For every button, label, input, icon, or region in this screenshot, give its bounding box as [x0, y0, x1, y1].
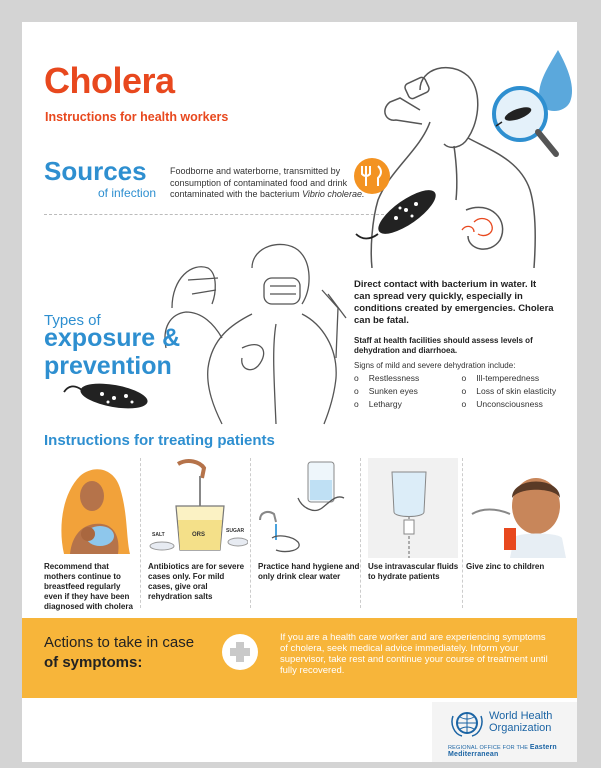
sources-subtitle: of infection [98, 186, 157, 200]
sources-description [170, 166, 366, 201]
who-name-line1: World Health [489, 710, 553, 722]
exposure-contact-text: Direct contact with bacterium in water. It can spread very quickly, especially in conditions created by emergencies. Cholera can be fatal. [354, 279, 554, 326]
step-caption: Give zinc to children [466, 562, 545, 571]
mother-breastfeeding-icon [44, 458, 134, 558]
plus-icon [222, 634, 258, 670]
sign-item: o Lethargy [354, 399, 462, 409]
hand-hygiene-icon [258, 458, 358, 558]
step-caption: Antibiotics are for severe cases only. For mild cases, give oral rehydration salts [148, 562, 245, 601]
who-name-line2: Organization [489, 722, 552, 734]
exposure-title [44, 324, 180, 380]
step-caption: Practice hand hygiene and only drink clear water [258, 562, 360, 581]
food-bacterium-illustration [352, 154, 462, 250]
bacterium-illustration [62, 374, 152, 422]
sign-item: o Unconsciousness [462, 399, 570, 409]
salt-label: SALT [152, 532, 165, 538]
ors-label: ORS [192, 532, 206, 538]
oral-rehydration-icon [148, 458, 248, 558]
sign-item: o Loss of skin elasticity [462, 386, 570, 396]
step-caption: Recommend that mothers continue to breastfeed regularly even if they have been diagnosed with cholera [44, 562, 133, 611]
actions-title-line1: Actions to take in case [44, 634, 195, 651]
sources-title: Sources [44, 156, 147, 186]
treatment-step-zinc [466, 458, 574, 608]
treatment-title: Instructions for treating patients [44, 432, 275, 449]
actions-text: If you are a health care worker and are experiencing symptoms of cholera, seek medical advice immediately. Inform your supervisor, take rest and continue your course of treatment until fully recovered. [280, 632, 548, 676]
infographic-sheet [22, 22, 577, 762]
sign-item: o Ill-temperedness [462, 373, 570, 383]
who-emblem-icon [450, 708, 484, 738]
sugar-label: SUGAR [226, 528, 245, 534]
sign-item: o Sunken eyes [354, 386, 462, 396]
exposure-label: Types of [44, 312, 101, 329]
health-workers-illustration [152, 228, 352, 428]
who-region-prefix: REGIONAL OFFICE FOR THE [448, 745, 529, 751]
dehydration-signs-list [354, 373, 569, 409]
exposure-title-line1: exposure & [44, 324, 181, 352]
exposure-title-line2: prevention [44, 352, 172, 380]
sources-text: Foodborne and waterborne, transmitted by consumption of contaminated food and drink contaminated with the bacterium [170, 166, 348, 199]
page-subtitle: Instructions for health workers [45, 110, 229, 124]
who-name [489, 710, 552, 734]
iv-drip-icon [368, 458, 458, 558]
child-zinc-icon [466, 458, 574, 558]
exposure-staff-text: Staff at health facilities should assess levels of dehydration and diarrhoea. [354, 336, 533, 355]
actions-title-line2: of symptoms: [44, 654, 143, 671]
dehydration-signs-label: Signs of mild and severe dehydration include: [354, 361, 516, 370]
who-region-name: Eastern Mediterranean [448, 744, 557, 758]
step-caption: Use intravascular fluids to hydrate patients [368, 562, 459, 581]
section-divider [44, 214, 384, 215]
page-title: Cholera [44, 60, 175, 101]
treatment-step-breastfeed [44, 458, 141, 611]
treatment-step-antibiotics [148, 458, 251, 608]
who-region [448, 744, 577, 758]
treatment-step-hygiene [258, 458, 361, 608]
sign-item: o Restlessness [354, 373, 462, 383]
sources-bacterium-name: Vibrio cholerae. [302, 189, 365, 199]
treatment-step-iv-fluids [368, 458, 463, 608]
